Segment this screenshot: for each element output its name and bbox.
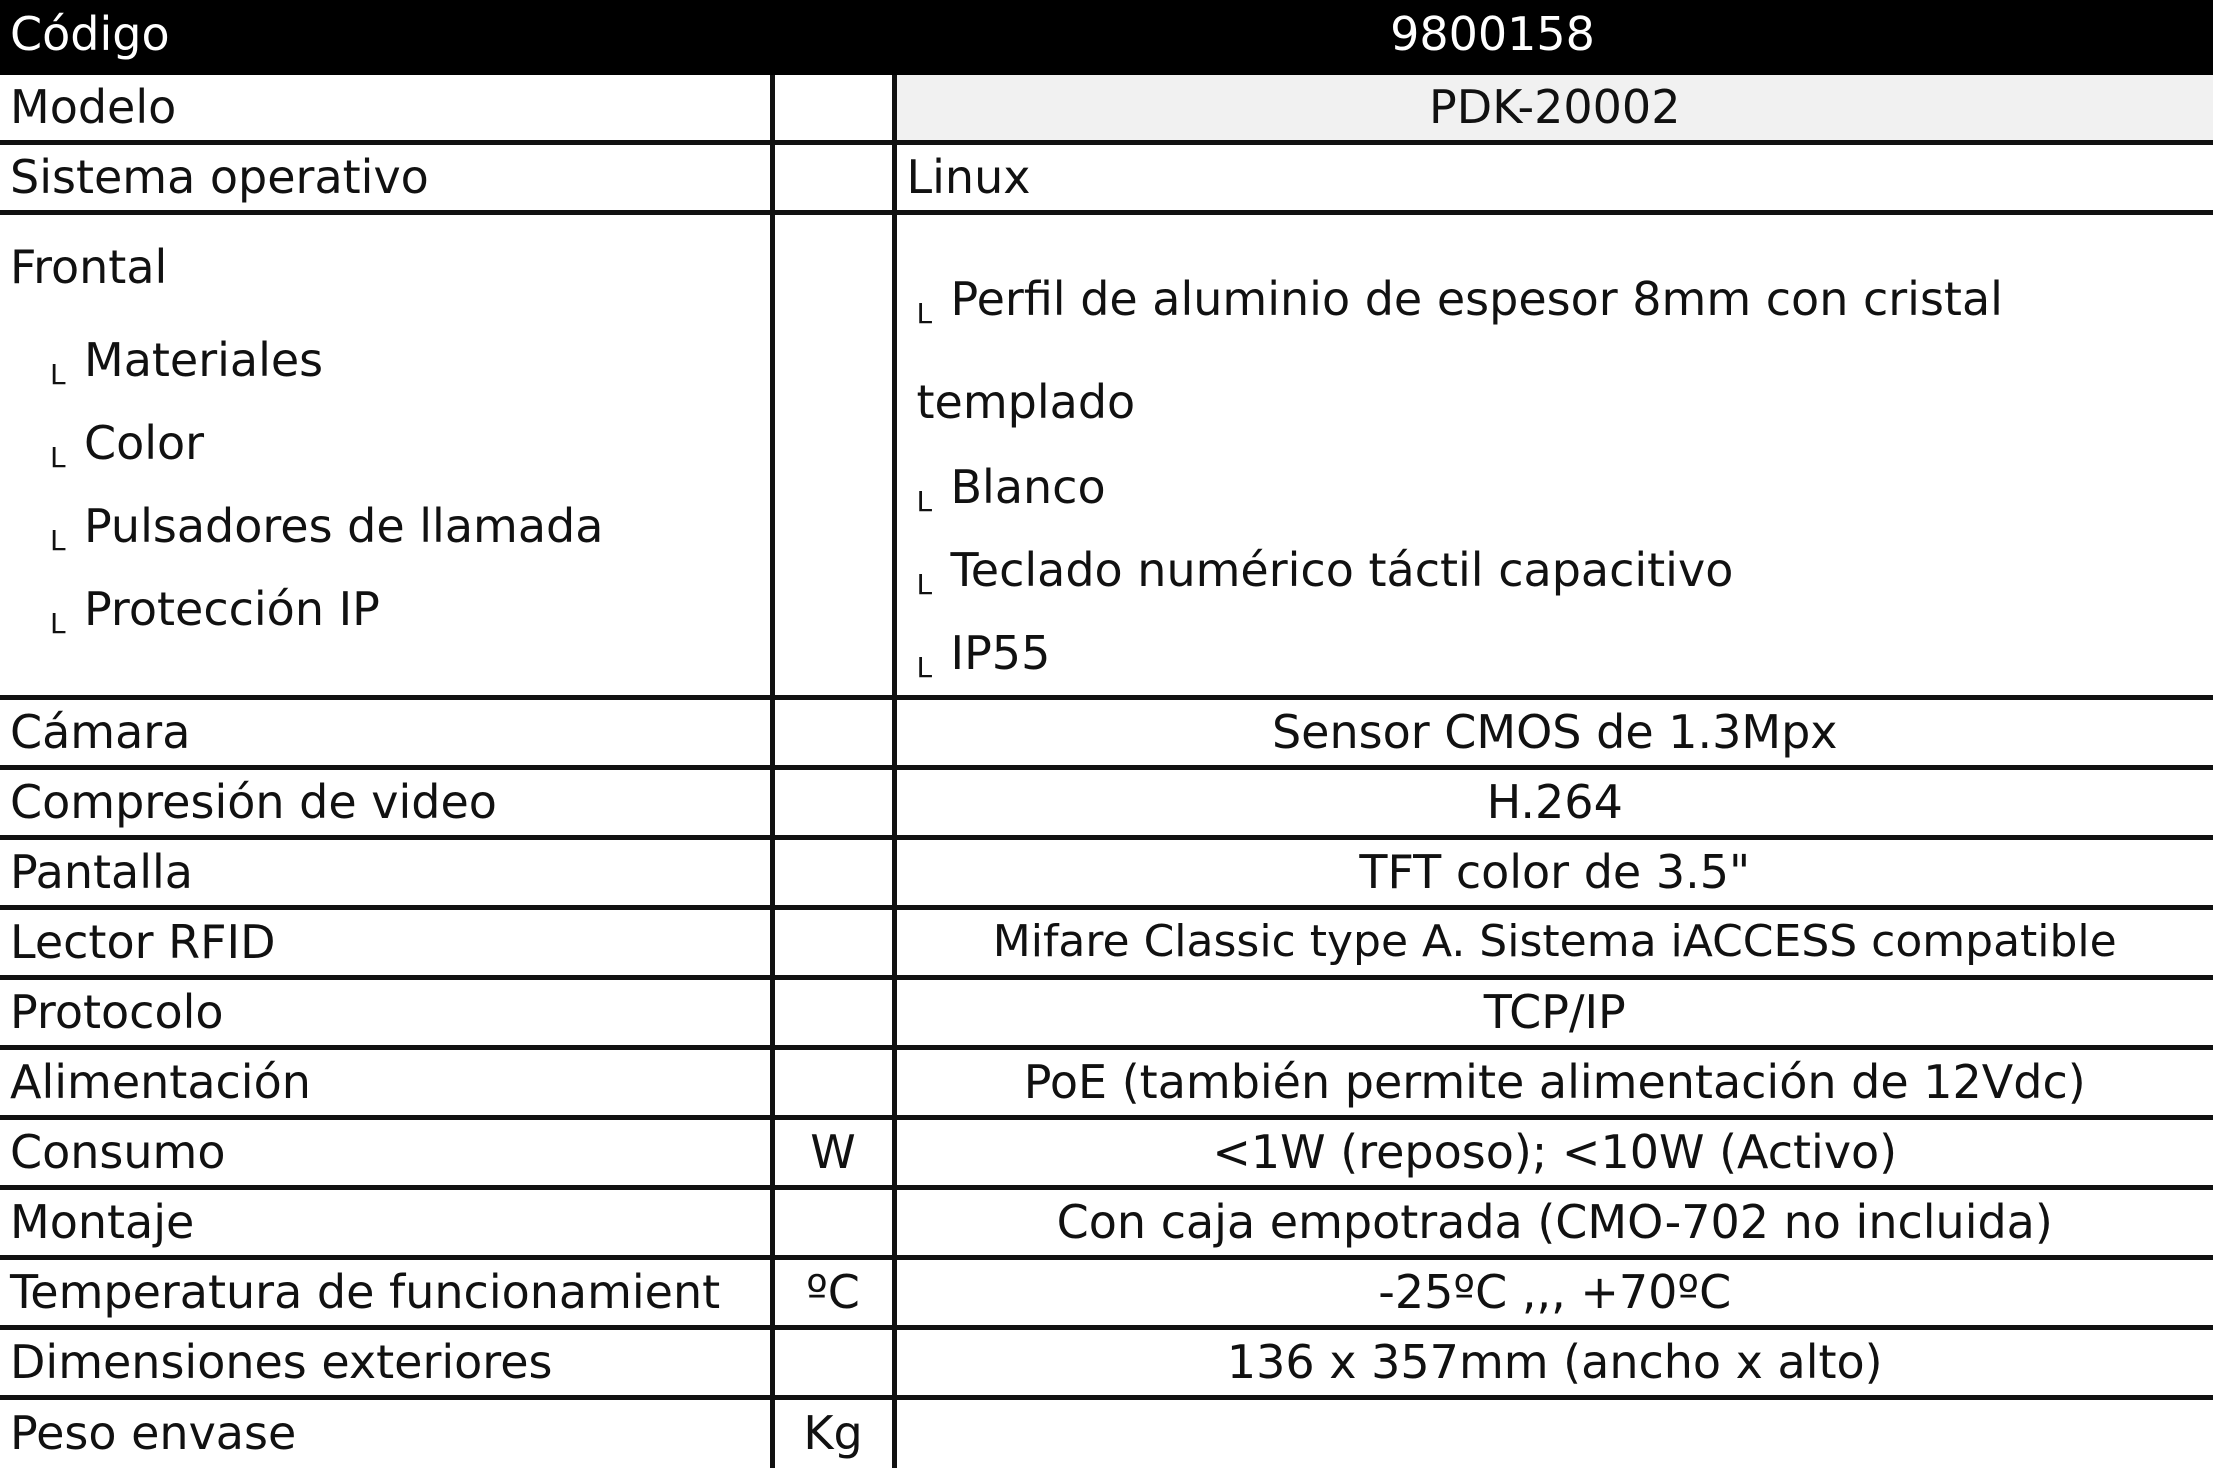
frontal-sub-label: L Protección IP: [10, 568, 770, 651]
row-label: Alimentación: [0, 1047, 772, 1117]
row-label: Pantalla: [0, 837, 772, 907]
row-label: Lector RFID: [0, 907, 772, 977]
bullet-glyph: L: [50, 582, 84, 665]
row-label: Protocolo: [0, 977, 772, 1047]
row-value: 136 x 357mm (ancho x alto): [894, 1327, 2213, 1397]
frontal-row: [0, 212, 2213, 697]
frontal-value: L IP55: [907, 612, 2213, 695]
row-value: <1W (reposo); <10W (Activo): [894, 1117, 2213, 1187]
row-label: Consumo: [0, 1117, 772, 1187]
table-row: [0, 697, 2213, 767]
frontal-value-cell: [894, 212, 2213, 697]
row-label: Sistema operativo: [0, 142, 772, 212]
frontal-sub-label: L Color: [10, 402, 770, 485]
row-label: Temperatura de funcionamient: [0, 1257, 772, 1327]
row-unit: Kg: [772, 1397, 894, 1468]
bullet-glyph: L: [50, 333, 84, 416]
row-unit: [772, 1187, 894, 1257]
header-row: [0, 0, 2213, 72]
frontal-label-cell: [0, 212, 772, 697]
row-label: Cámara: [0, 697, 772, 767]
table-row: [0, 1327, 2213, 1397]
bullet-glyph: L: [917, 626, 951, 698]
row-label: Dimensiones exteriores: [0, 1327, 772, 1397]
row-unit: [772, 72, 894, 142]
row-value: Mifare Classic type A. Sistema iACCESS compatible: [894, 907, 2213, 977]
row-value: Linux: [894, 142, 2213, 212]
row-value: H.264: [894, 767, 2213, 837]
table-row: [0, 977, 2213, 1047]
table-row: [0, 1397, 2213, 1468]
bullet-glyph: L: [917, 543, 951, 626]
bullet-glyph: L: [50, 416, 84, 499]
frontal-sub-label: L Pulsadores de llamada: [10, 485, 770, 568]
row-unit: [772, 977, 894, 1047]
table-row: [0, 837, 2213, 907]
row-unit: [772, 697, 894, 767]
row-value: Con caja empotrada (CMO-702 no incluida): [894, 1187, 2213, 1257]
bullet-glyph: L: [50, 499, 84, 582]
bullet-glyph: L: [917, 270, 951, 358]
row-value: [894, 1397, 2213, 1468]
row-value: PoE (también permite alimentación de 12Vdc): [894, 1047, 2213, 1117]
row-label: Montaje: [0, 1187, 772, 1257]
frontal-label: Frontal: [10, 215, 770, 319]
row-unit: [772, 212, 894, 697]
header-label: Código: [0, 0, 772, 72]
header-value: 9800158: [772, 0, 2213, 72]
table-row: [0, 142, 2213, 212]
frontal-value: L Teclado numérico táctil capacitivo: [907, 529, 2213, 612]
row-value: Sensor CMOS de 1.3Mpx: [894, 697, 2213, 767]
table-row: [0, 767, 2213, 837]
row-unit: [772, 142, 894, 212]
row-value: TFT color de 3.5": [894, 837, 2213, 907]
row-unit: [772, 1047, 894, 1117]
table-row: [0, 907, 2213, 977]
row-unit: [772, 767, 894, 837]
bullet-glyph: L: [917, 460, 951, 543]
table-row: [0, 1257, 2213, 1327]
row-value: PDK-20002: [894, 72, 2213, 142]
row-label: Peso envase: [0, 1397, 772, 1468]
table-row: [0, 1117, 2213, 1187]
frontal-sub-label: L Materiales: [10, 319, 770, 402]
row-value: TCP/IP: [894, 977, 2213, 1047]
table-row: [0, 1047, 2213, 1117]
row-value: -25ºC ,,, +70ºC: [894, 1257, 2213, 1327]
row-unit: [772, 1327, 894, 1397]
frontal-value: L Perfil de aluminio de espesor 8mm con cristal templado: [907, 215, 2213, 446]
row-unit: [772, 907, 894, 977]
table-row: [0, 1187, 2213, 1257]
row-label: Compresión de video: [0, 767, 772, 837]
table-row: [0, 72, 2213, 142]
row-unit: [772, 837, 894, 907]
row-unit: W: [772, 1117, 894, 1187]
row-unit: ºC: [772, 1257, 894, 1327]
frontal-value: L Blanco: [907, 446, 2213, 529]
row-label: Modelo: [0, 72, 772, 142]
